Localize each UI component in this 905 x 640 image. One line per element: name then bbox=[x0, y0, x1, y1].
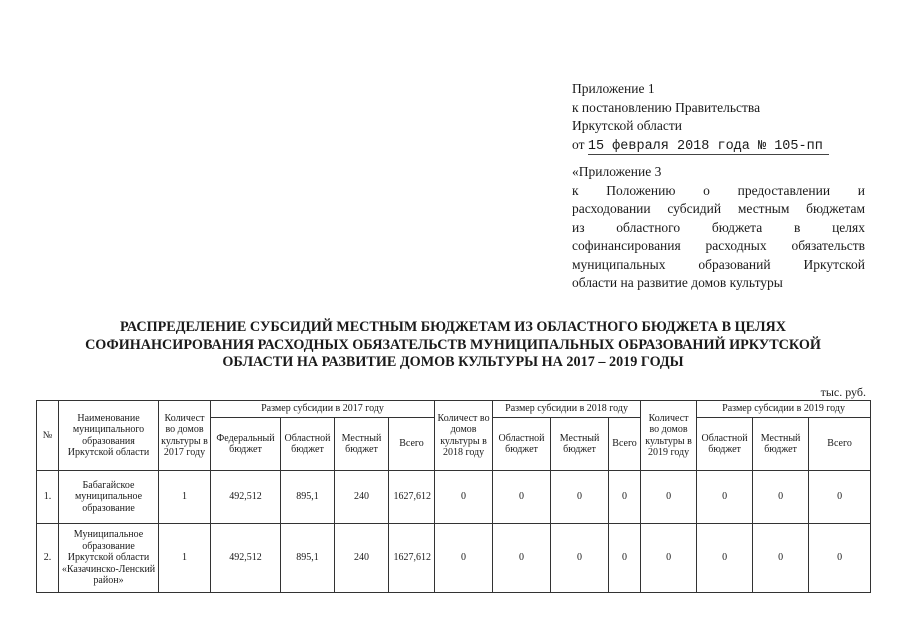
appendix-3-line: «Приложение 3 bbox=[572, 164, 662, 179]
title-line: ОБЛАСТИ НА РАЗВИТИЕ ДОМОВ КУЛЬТУРЫ НА 2017 – 2019 ГОДЫ bbox=[222, 354, 684, 370]
header-local-2017: Местный бюджет bbox=[335, 418, 389, 471]
cell-regional-2017: 895,1 bbox=[281, 524, 335, 593]
header-federal-2017: Федеральный бюджет bbox=[211, 418, 281, 471]
appendix-3-line: к Положению о предоставлении и bbox=[572, 182, 865, 198]
title-line: РАСПРЕДЕЛЕНИЕ СУБСИДИЙ МЕСТНЫМ БЮДЖЕТАМ ИЗ ОБЛАСТНОГО БЮДЖЕТА В ЦЕЛЯХ bbox=[119, 319, 787, 335]
appendix-1-region: Иркутской области bbox=[572, 118, 683, 133]
appendix-1-date-line bbox=[572, 136, 829, 155]
title-line: СОФИНАНСИРОВАНИЯ РАСХОДНЫХ ОБЯЗАТЕЛЬСТВ МУНИЦИПАЛЬНЫХ ОБРАЗОВАНИЙ ИРКУТСКОЙ bbox=[85, 336, 821, 353]
header-name: Наименование муниципального образования Иркутской области bbox=[59, 401, 159, 471]
cell-name: Муниципальное образование Иркутской области «Казачинско-Ленский район» bbox=[59, 524, 159, 593]
cell-regional-2017: 895,1 bbox=[281, 471, 335, 524]
cell-regional-2018: 0 bbox=[493, 471, 551, 524]
header-total-2018: Всего bbox=[609, 418, 641, 471]
header-size-2018: Размер субсидии в 2018 году bbox=[493, 401, 641, 418]
cell-total-2018: 0 bbox=[609, 471, 641, 524]
header-size-2019: Размер субсидии в 2019 году bbox=[697, 401, 871, 418]
appendix-3-line: муниципальных образований Иркутской bbox=[572, 256, 865, 272]
cell-local-2019: 0 bbox=[753, 524, 809, 593]
header-count-2017: Количест во домов культуры в 2017 году bbox=[159, 401, 211, 471]
cell-count-2017: 1 bbox=[159, 471, 211, 524]
appendix-1-title: Приложение 1 bbox=[572, 81, 655, 96]
table-row bbox=[37, 471, 871, 524]
date-prefix: от bbox=[572, 136, 585, 152]
header-total-2017: Всего bbox=[389, 418, 435, 471]
header-local-2019: Местный бюджет bbox=[753, 418, 809, 471]
header-regional-2017: Областной бюджет bbox=[281, 418, 335, 471]
cell-count-2019: 0 bbox=[641, 524, 697, 593]
cell-local-2017: 240 bbox=[335, 471, 389, 524]
cell-local-2018: 0 bbox=[551, 524, 609, 593]
cell-total-2019: 0 bbox=[809, 524, 871, 593]
header-num: № bbox=[37, 401, 59, 471]
cell-local-2017: 240 bbox=[335, 524, 389, 593]
cell-local-2018: 0 bbox=[551, 471, 609, 524]
appendix-1-resolution: к постановлению Правительства bbox=[572, 99, 761, 115]
appendix-3-line: из областного бюджета в целях bbox=[572, 219, 865, 235]
date-and-number: 15 февраля 2018 года № 105-пп bbox=[588, 139, 829, 155]
cell-total-2019: 0 bbox=[809, 471, 871, 524]
header-local-2018: Местный бюджет bbox=[551, 418, 609, 471]
cell-num: 1. bbox=[37, 471, 59, 524]
cell-federal-2017: 492,512 bbox=[211, 524, 281, 593]
cell-name: Бабагайское муниципальное образование bbox=[59, 471, 159, 524]
cell-count-2017: 1 bbox=[159, 524, 211, 593]
header-count-2018: Количест во домов культуры в 2018 году bbox=[435, 401, 493, 471]
subsidy-table bbox=[36, 400, 871, 593]
document-title bbox=[40, 319, 866, 372]
table-row bbox=[37, 524, 871, 593]
cell-local-2019: 0 bbox=[753, 471, 809, 524]
header-count-2019: Количест во домов культуры в 2019 году bbox=[641, 401, 697, 471]
appendix-3-line: софинансирования расходных обязательств bbox=[572, 238, 865, 253]
header-size-2017: Размер субсидии в 2017 году bbox=[211, 401, 435, 418]
cell-count-2018: 0 bbox=[435, 471, 493, 524]
unit-label: тыс. руб. bbox=[820, 385, 866, 399]
appendix-3-line: расходовании субсидий местным бюджетам bbox=[572, 201, 865, 216]
header-total-2019: Всего bbox=[809, 418, 871, 471]
cell-regional-2019: 0 bbox=[697, 471, 753, 524]
header-regional-2018: Областной бюджет bbox=[493, 418, 551, 471]
cell-regional-2019: 0 bbox=[697, 524, 753, 593]
cell-total-2018: 0 bbox=[609, 524, 641, 593]
appendix-3-block bbox=[572, 163, 865, 293]
header-regional-2019: Областной бюджет bbox=[697, 418, 753, 471]
cell-regional-2018: 0 bbox=[493, 524, 551, 593]
cell-count-2019: 0 bbox=[641, 471, 697, 524]
cell-total-2017: 1627,612 bbox=[389, 471, 435, 524]
cell-count-2018: 0 bbox=[435, 524, 493, 593]
cell-federal-2017: 492,512 bbox=[211, 471, 281, 524]
cell-num: 2. bbox=[37, 524, 59, 593]
cell-total-2017: 1627,612 bbox=[389, 524, 435, 593]
appendix-3-line: области на развитие домов культуры bbox=[572, 275, 783, 290]
appendix-1-block bbox=[572, 80, 829, 155]
